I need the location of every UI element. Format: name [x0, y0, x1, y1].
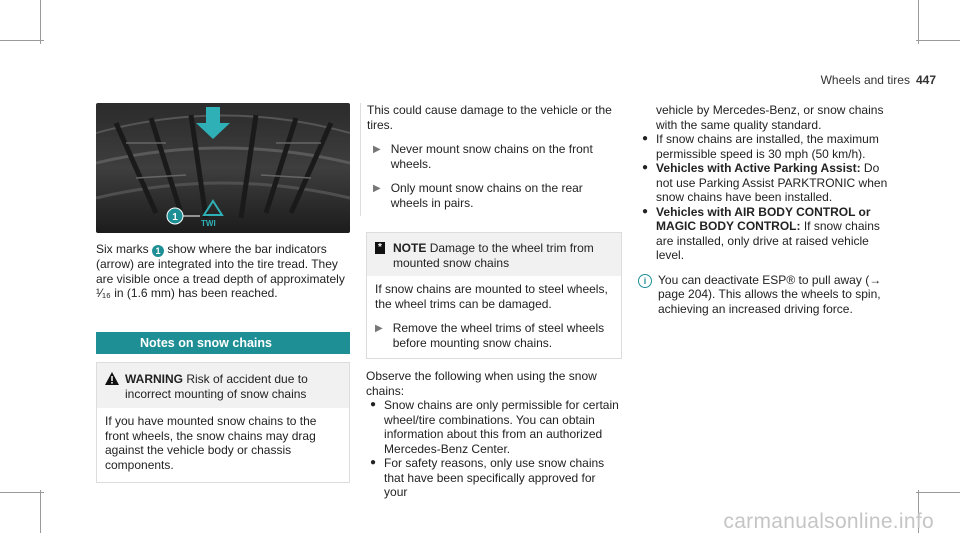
- warning-box: [96, 362, 350, 483]
- instruction-step: ▶ Remove the wheel trims of steel wheels before mounting snow chains.: [375, 321, 605, 350]
- column-left: [96, 103, 350, 483]
- note-box: [366, 232, 622, 359]
- info-note: [638, 273, 888, 317]
- crop-mark: [40, 0, 41, 44]
- info-text: You can deactivate ESP® to pull away (→ page 204). This allows the wheels to spin, achieving an increased driving force.: [658, 272, 882, 316]
- step-arrow-icon: ▶: [373, 183, 381, 194]
- crop-mark: [0, 492, 44, 493]
- note-text: Damage to the wheel trim from mounted snow chains: [393, 241, 594, 270]
- warning-body: If you have mounted snow chains to the front wheels, the snow chains may drag against the vehicle body or chassis components.: [105, 414, 317, 472]
- bullet-continued: vehicle by Mercedes-Benz, or snow chains with the same quality standard.: [656, 103, 884, 132]
- note-header: [367, 233, 621, 276]
- section-title: Notes on snow chains: [96, 332, 350, 355]
- warning-header: [97, 363, 349, 408]
- header-title: Wheels and tires: [820, 73, 910, 87]
- list-item: ● If snow chains are installed, the maximum permissible speed is 30 mph (50 km/h).: [642, 132, 879, 161]
- instruction-step: ▶ Never mount snow chains on the front wheels.: [373, 142, 593, 171]
- step-arrow-icon: ▶: [373, 144, 381, 155]
- crop-mark: [916, 40, 960, 41]
- crop-mark: [916, 492, 960, 493]
- svg-text:TWI: TWI: [201, 219, 216, 228]
- warning-continued-text: This could cause damage to the vehicle or the tires.: [367, 103, 612, 132]
- figure-caption: Six marks 1 show where the bar indicators (arrow) are integrated into the tire tread. They are visible once a tread depth of approximately ¹⁄₁₆ in (1.6 mm) has been reached.: [96, 242, 345, 300]
- bullet-icon: ●: [642, 133, 649, 144]
- crop-mark: [918, 0, 919, 44]
- note-icon: *: [375, 242, 385, 254]
- crop-mark: [40, 490, 41, 533]
- column-right: [638, 103, 888, 316]
- bullet-icon: ●: [370, 457, 377, 468]
- watermark: carmanualsonline.info: [723, 509, 934, 533]
- warning-label: WARNING: [125, 372, 183, 386]
- list-item: ● Vehicles with AIR BODY CONTROL or MAGIC BODY CONTROL: If snow chains are installed, only drive at raised vehicle level.: [642, 204, 880, 262]
- warning-text: Risk of accident due to incorrect mounting of snow chains: [125, 372, 308, 401]
- marker-1-badge: 1: [152, 245, 164, 257]
- tire-tread-image: [96, 103, 350, 233]
- bullet-icon: ●: [642, 162, 649, 173]
- bullet-icon: ●: [642, 205, 649, 217]
- figure-marker-1: 1: [172, 212, 178, 223]
- list-item: ● Snow chains are only permissible for certain wheel/tire combinations. You can obtain information about this from an authorized Mercedes-Benz Center.: [370, 398, 619, 456]
- step-arrow-icon: ▶: [375, 323, 383, 334]
- warning-box-continued: [360, 103, 622, 216]
- observe-text: Observe the following when using the snow chains:: [366, 369, 597, 398]
- page-number: 447: [915, 73, 936, 87]
- note-label: NOTE: [393, 241, 427, 255]
- instruction-step: ▶ Only mount snow chains on the rear wheels in pairs.: [373, 181, 583, 210]
- info-icon: i: [638, 274, 652, 288]
- note-body: If snow chains are mounted to steel wheels, the wheel trims can be damaged. ▶ Remove the wheel trims of steel wheels before mounting snow chains.: [367, 276, 621, 358]
- bullet-icon: ●: [370, 399, 377, 410]
- list-item: ● For safety reasons, only use snow chains that have been specifically approved for your: [370, 456, 605, 499]
- list-item: ● Vehicles with Active Parking Assist: Do not use Parking Assist PARKTRONIC when snow chains have been installed.: [642, 161, 888, 204]
- column-middle: [366, 103, 622, 500]
- page-header: [821, 73, 936, 88]
- crop-mark: [0, 40, 44, 41]
- warning-triangle-icon: [105, 372, 119, 385]
